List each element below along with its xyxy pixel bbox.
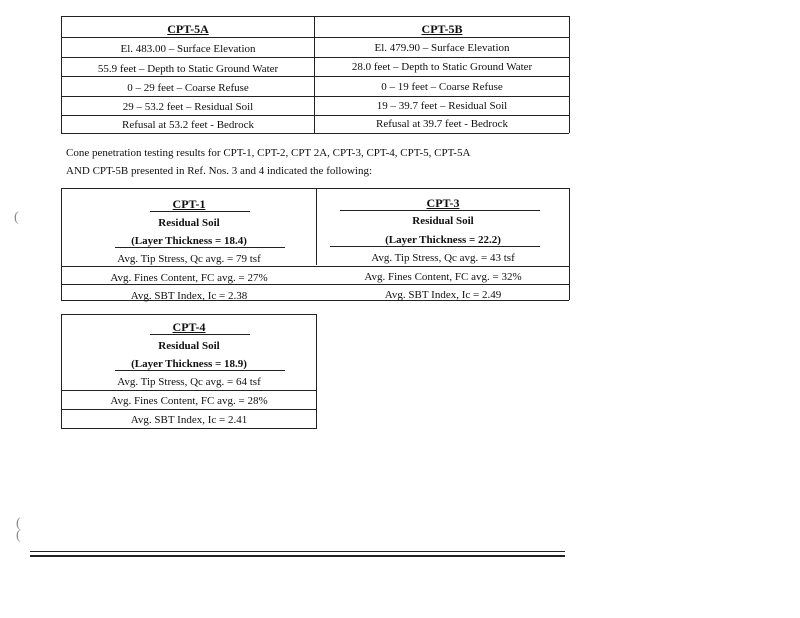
row-separator <box>61 96 569 97</box>
paragraph-line-1: Cone penetration testing results for CPT-1, CPT-2, CPT 2A, CPT-3, CPT-4, CPT-5, CPT-5A <box>66 147 471 159</box>
table-border <box>61 314 317 315</box>
cpt1-thickness: (Layer Thickness = 18.4) <box>131 235 247 247</box>
table-border <box>316 314 317 429</box>
punch-hole-mark: ( <box>16 516 21 531</box>
table-border <box>569 16 570 133</box>
paragraph-line-2: AND CPT-5B presented in Ref. Nos. 3 and 4 indicated the following: <box>66 165 373 177</box>
header-underline <box>340 210 540 211</box>
cpt5b-refusal: Refusal at 39.7 feet - Bedrock <box>376 118 508 130</box>
row-separator <box>61 37 569 38</box>
row-separator <box>61 115 569 116</box>
cpt1-soil: Residual Soil <box>158 217 220 229</box>
cpt4-fines-content: Avg. Fines Content, FC avg. = 28% <box>110 395 268 407</box>
cpt5a-refusal: Refusal at 53.2 feet - Bedrock <box>122 119 254 131</box>
table-border <box>61 188 569 189</box>
cpt3-tip-stress: Avg. Tip Stress, Qc avg. = 43 tsf <box>371 252 515 264</box>
cpt5a-surface-elevation: El. 483.00 – Surface Elevation <box>120 43 256 55</box>
cpt1-tip-stress: Avg. Tip Stress, Qc avg. = 79 tsf <box>117 253 261 265</box>
cpt1-fines-content: Avg. Fines Content, FC avg. = 27% <box>110 272 268 284</box>
cpt3-fines-content: Avg. Fines Content, FC avg. = 32% <box>364 271 522 283</box>
cpt3-thickness: (Layer Thickness = 22.2) <box>385 234 501 246</box>
cpt5a-coarse-refuse: 0 – 29 feet – Coarse Refuse <box>127 82 249 94</box>
cpt4-soil: Residual Soil <box>158 340 220 352</box>
row-separator <box>61 266 569 267</box>
punch-hole-mark: ( <box>16 528 21 543</box>
footer-rule <box>30 555 565 557</box>
table-border <box>61 133 569 134</box>
header-underline <box>150 334 250 335</box>
cpt3-header: CPT-3 <box>426 196 460 210</box>
row-separator <box>61 409 317 410</box>
row-separator <box>61 57 569 58</box>
cpt5a-residual-soil: 29 – 53.2 feet – Residual Soil <box>122 101 254 113</box>
table-border <box>61 428 317 429</box>
row-separator <box>61 76 569 77</box>
row-separator <box>61 390 317 391</box>
cpt5b-header: CPT-5B <box>421 22 463 36</box>
punch-hole-mark: ( <box>14 210 19 225</box>
cpt1-header: CPT-1 <box>172 197 206 211</box>
cpt3-sbt-index: Avg. SBT Index, Ic = 2.49 <box>384 289 502 301</box>
cpt4-sbt-index: Avg. SBT Index, Ic = 2.41 <box>130 414 248 426</box>
footer-rule <box>30 551 565 552</box>
cpt4-thickness: (Layer Thickness = 18.9) <box>131 358 247 370</box>
cpt5a-groundwater: 55.9 feet – Depth to Static Ground Water <box>97 63 279 75</box>
cpt5b-residual-soil: 19 – 39.7 feet – Residual Soil <box>376 100 508 112</box>
cpt5b-coarse-refuse: 0 – 19 feet – Coarse Refuse <box>381 81 503 93</box>
table-border <box>61 16 569 17</box>
cpt1-sbt-index: Avg. SBT Index, Ic = 2.38 <box>130 290 248 302</box>
header-underline <box>150 211 250 212</box>
cpt4-header: CPT-4 <box>172 320 206 334</box>
table-border <box>569 188 570 300</box>
cpt5b-groundwater: 28.0 feet – Depth to Static Ground Water <box>351 61 533 73</box>
cpt5a-header: CPT-5A <box>167 22 209 36</box>
cpt4-tip-stress: Avg. Tip Stress, Qc avg. = 64 tsf <box>117 376 261 388</box>
cpt5b-surface-elevation: El. 479.90 – Surface Elevation <box>374 42 510 54</box>
cpt3-soil: Residual Soil <box>412 215 474 227</box>
